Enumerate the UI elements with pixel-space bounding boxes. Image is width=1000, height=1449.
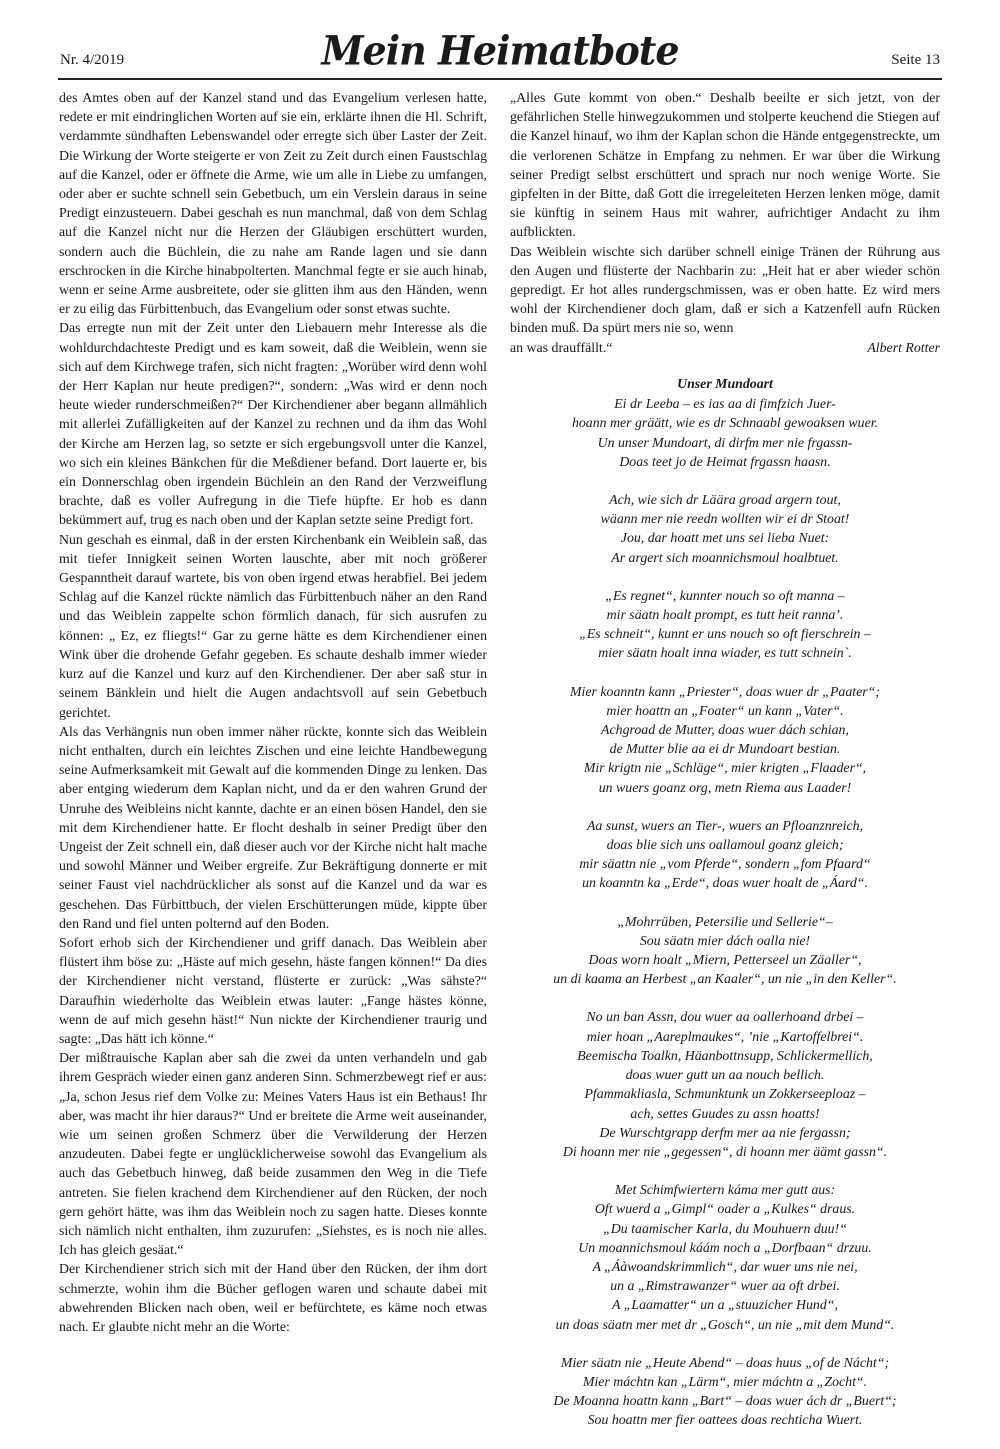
paragraph: des Amtes oben auf der Kanzel stand und das Evangelium verlesen hatte, redete er mit eindringlichen Worten auf sie ein, erklärte ihnen die Hl. Schrift, verdammte sündhaften Lebenswandel oder erregte sich über Laster der Zeit. Die Wirkung der Worte steigerte er von Zeit zu Zeit durch einen Faustschlag auf die Kanzel, oder er öffnete die Arme, wie um alle in Liebe zu umfangen, oder aber er suchte schnell sein Gebetbuch, um ein Verslein daraus in seine Predigt einzusteuern. Dabei geschah es nun manchmal, daß von dem Schlag auf die Kanzel nicht nur die Herzen der Gläubigen erschüttert wurden, sondern auch die Büchlein, die zu nahe am Rande lagen und sie dann erschrocken in die Kirche hinabpolterten. Manchmal fegte er sie auch hinab, wenn er seine Arme ausbreitete, oder sie glitten ihm aus den Händen, wenn er zu eilig das Fürbittenbuch, das Evangelium oder sonst etwas suchte. bbox=[59, 90, 487, 317]
poem-line: Un unser Mundoart, di dirfm mer nie frgassn- bbox=[597, 434, 853, 450]
masthead-logo: Mein Heimatbote bbox=[321, 26, 679, 75]
paragraph: Als das Verhängnis nun oben immer näher rückte, konnte sich das Weiblein nicht enthalten, durch ein leichtes Zischen und eine leichte Handbewegung seine Aufmerksamkeit mit Gewalt auf die kommenden Dinge zu lenken. Das aber entging wiederum dem Kaplan nicht, und da er den wahren Grund der Unruhe des Weibleins nicht kannte, dachte er an einen bösen Handel, den sie mit dem Kirchendiener hatte. Er flocht deshalb in seiner Predigt über den Ungeist der Zeit schnell ein, daß dieser auch vor der Kirche nicht halt mache und sowohl Männer und Weiber ergreife. Zur Bekräftigung donnerte er mit seiner Faust viel nachdrücklicher als sonst auf die Kanzel und da war es geschehen. Das Fürbittbuch, der vielen Erschütterungen müde, kippte über den Rand und fiel unten polternd auf den Boden. bbox=[59, 723, 487, 931]
poem-line: Ach, wie sich dr Läära groad argern tout, bbox=[609, 492, 841, 508]
paragraph: Sofort erhob sich der Kirchendiener und griff danach. Das Weiblein aber flüstert ihm böse zu: „Häste auf mich gesehn, häste fangen können!“ Da dies der Kirchendiener nicht verstand, flüsterte er zurück: „Was sähste?“ Daraufhin wiederholte das Weiblein etwas lauter: „Fange hästes könne, wenn de auf mich gesehn häst!“ Nun nickte der Kirchendiener traurig und sagte: „Das hätt ich könne.“ bbox=[59, 934, 487, 1046]
poem-line: De Moanna hoattn kann „Bart“ – doas wuer ách dr „Buert“; bbox=[553, 1393, 897, 1409]
poem-line: mier säatn hoalt inna wiader, es tutt schnein`. bbox=[598, 645, 852, 661]
poem-stanza bbox=[510, 1353, 940, 1430]
poem-line: Doas teet jo de Heimat frgassn haasn. bbox=[619, 453, 831, 469]
poem-line: wäann mer nie reedn wollten wir ei dr Stoat! bbox=[600, 511, 850, 527]
poem-line: mier hoan „Aareplmaukes“, ’nie „Kartoffelbrei“. bbox=[586, 1028, 864, 1044]
poem-line: Pfammakliasla, Schmunktunk un Zokkerseeploaz – bbox=[584, 1086, 866, 1102]
poem-line: doas wuer gutt un aa nouch bellich. bbox=[625, 1067, 825, 1083]
paragraph: Der mißtrauische Kaplan aber sah die zwei da unten verhandeln und gab ihrem Gespräch wieder einen ganz anderen Sinn. Schmerzbewegt rief er aus: „Ja, schon Jesus rief dem Volke zu: Meines Vaters Haus ist ein Bethaus! Ihr aber, was macht ihr hier daraus?“ Und er breitete die Arme weit auseinander, wie um seinen großen Schmerz über die Verwilderung der Herzen anzudeuten. Dabei fegte er unglücklicherweise sowohl das Evangelium als auch das Gebetbuch hinweg, daß beide zusammen den Weg in die Tiefe antreten. Sie fielen krachend dem Kirchendiener auf den Rücken, der noch gern gehört hätte, was ihm das Weiblein noch zu sagen hatte. Dieses konnte sich nämlich nicht enthalten, ihm zuzurufen: „Siehstes, es is noch nie alles. Ich has gleich gesäat.“ bbox=[59, 1050, 487, 1258]
poem-stanza bbox=[510, 682, 940, 797]
paragraph: Das erregte nun mit der Zeit unter den Liebauern mehr Interesse als die wohldurchdachteste Predigt und es kam soweit, daß die Weiblein, wenn sie sich auf dem Kirchwege trafen, sich nicht fragten: „Worüber wird denn wohl der Herr Kaplan nur heute predigen?“, sondern: „Was wird er denn noch heute wieder runderschmeißen?“ Der Kirchendiener aber begann allmählich mit allerlei Zufälligkeiten auf der Kanzel zu rechnen und da ihm das Wohl der Kirche am Herzen lag, so setzte er sich ergebungsvoll unter die Kanzel, wo sich ein kleines Bänkchen für die Meßdiener befand. Dort lauerte er, bis ein Donnerschlag oben irgendein Büchlein an den Rand der Verzweiflung brachte, daß es voller Aufregung in die Tiefe hüpfte. Er hob es dann bekümmert auf, trug es nach oben und der Kaplan setzte seine Predigt fort. bbox=[59, 320, 487, 528]
poem-line: Met Schimfwiertern káma mer gutt aus: bbox=[614, 1182, 836, 1198]
poem-line: hoann mer gräätt, wie es dr Schnaabl gewoaksen wuer. bbox=[571, 415, 879, 431]
poem-line: Beemischa Toalkn, Häanbottnsupp, Schlickermellich, bbox=[577, 1047, 873, 1063]
left-column bbox=[59, 88, 487, 1336]
poem-stanza bbox=[510, 586, 940, 663]
poem-line: Mier koanntn kann „Priester“, doas wuer dr „Paater“; bbox=[570, 683, 880, 699]
paragraph: Nun geschah es einmal, daß in der ersten Kirchenbank ein Weiblein saß, das mit tiefer Innigkeit seinen Worten lauschte, aber mit noch größerer Gespanntheit darauf wartete, bis von oben irgend etwas herabfiel. Bei jedem Schlag auf die Kanzel rückte nämlich das Fürbittenbuch näher an den Rand und das Weiblein zappelte schon förmlich danach, für sich ausrufen zu können: „ Ez, ez fliegts!“ Gar zu gerne hätte es dem Kirchendiener einen Wink über die drohende Gefahr gegeben. Es schaute deshalb immer wieder kurz auf die Kanzel und kurz auf den Kirchendiener. Der aber saß stur in seinem Bänklein und hielt die Augen andachtsvoll auf sein Gebetbuch gerichtet. bbox=[59, 531, 487, 720]
poem-line: Mir krigtn nie „Schläge“, mier krigten „Flaader“, bbox=[583, 760, 867, 776]
paragraph: „Alles Gute kommt von oben.“ Deshalb beeilte er sich jetzt, von der gefährlichen Stelle hinwegzukommen und stolperte keuchend die Stiegen auf die Kanzel hinauf, wo ihm der Kaplan schon die Hände entgegenstreckte, um die verlorenen Schätze in Empfang zu nehmen. Er war über die Wirkung seiner Predigt selbst erschüttert und sprach nur noch wenige Worte. Sie gipfelten in der Bitte, daß Gott die irregeleiteten Herzen lenken möge, damit sie künftig in seinem Haus mit wahrer, aufrichtiger Andacht zu ihm aufblickten. bbox=[510, 90, 940, 240]
poem-line: „Mohrrüben, Petersilie und Sellerie“– bbox=[617, 913, 833, 929]
poem-line: „Es regnet“, kunnter nouch so oft manna – bbox=[605, 587, 845, 603]
right-column bbox=[510, 88, 940, 357]
poem-line: Achgroad de Mutter, doas wuer dách schian, bbox=[601, 722, 849, 738]
paragraph: Der Kirchendiener strich sich mit der Hand über den Rücken, der ihm dort schmerzte, wohin ihm die Bücher geflogen waren und schaute dabei mit abwehrenden Blicken nach oben, weil er befürchtete, es käme noch etwas nach. Er glaubte nicht mehr an die Worte: bbox=[59, 1261, 487, 1334]
poem-stanza bbox=[510, 490, 940, 567]
poem-line: de Mutter blie aa ei dr Mundoart bestian. bbox=[609, 741, 841, 757]
poem-line: A „Áàwoandskrimmlich“, dar wuer uns nie nei, bbox=[592, 1258, 858, 1274]
poem-line: Ei dr Leeba – es ias aa di fimfzich Juer- bbox=[614, 396, 836, 412]
poem-line: un doas säatn mer met dr „Gosch“, un nie „mit dem Mund“. bbox=[555, 1316, 895, 1332]
poem bbox=[510, 374, 940, 1449]
poem-line: Jou, dar hoatt met uns sei lieba Nuet: bbox=[620, 530, 830, 546]
paragraph: Das Weiblein wischte sich darüber schnell einige Tränen der Rührung aus den Augen und flüsterte der Nachbarin zu: „Heit hat er aber wieder schön gepredigt. Er hot alles rundergschmissen, was er oben hatte. Ez wird mers wohl der Kirchendiener doch glam, daß er sich a Katzenfell aufn Rücken binden muß. Da spürt mers nie so, wenn bbox=[510, 243, 940, 336]
poem-stanzas bbox=[510, 394, 940, 1429]
poem-line: doas blie sich uns oallamoul goanz gleich; bbox=[606, 837, 844, 853]
poem-stanza bbox=[510, 912, 940, 989]
poem-line: Aa sunst, wuers an Tier-, wuers an Pfloanznreich, bbox=[586, 817, 864, 833]
poem-line: Sou säatn mier dách oalla nie! bbox=[639, 932, 811, 948]
paragraph-end: an was drauffällt.“ bbox=[510, 339, 613, 355]
poem-line: mier hoattn an „Foater“ un kann „Vater“. bbox=[606, 702, 844, 718]
poem-line: Oft wuerd a „Gimpl“ oader a „Kulkes“ draus. bbox=[594, 1201, 856, 1217]
poem-line: De Wurschtgrapp derfm mer aa nie fergassn; bbox=[599, 1124, 851, 1140]
poem-line: A „Laamatter“ un a „stuuzicher Hund“, bbox=[612, 1297, 838, 1313]
poem-line: Un moannichsmoul káám noch a „Dorfbaan“ drzuu. bbox=[578, 1239, 872, 1255]
poem-line: ach, settes Guudes zu assn hoatts! bbox=[630, 1105, 820, 1121]
issue-number: Nr. 4/2019 bbox=[60, 52, 125, 68]
poem-line: Ar argert sich moannichsmoul hoalbtuet. bbox=[611, 549, 839, 565]
poem-stanza bbox=[510, 816, 940, 893]
poem-line: Di hoann mer nie „gegessen“, di hoann mer äämt gassn“. bbox=[562, 1143, 888, 1159]
poem-stanza bbox=[510, 394, 940, 471]
poem-line: „Es schneit“, kunnt er uns nouch so oft fierschrein – bbox=[579, 626, 871, 642]
poem-stanza bbox=[510, 1180, 940, 1334]
poem-line: un koanntn ka „Erde“, doas wuer hoalt de „Áard“. bbox=[582, 875, 868, 891]
poem-line: Mier máchtn kan „Lärm“, mier máchtn a „Zocht“. bbox=[582, 1373, 868, 1389]
poem-title: Unser Mundoart bbox=[677, 376, 773, 391]
page-number: Seite 13 bbox=[891, 52, 940, 68]
poem-line: un wuers goanz org, metn Riema aus Laader! bbox=[598, 779, 852, 795]
poem-line: Mier säatn nie „Heute Abend“ – doas huus „of de Nácht“; bbox=[560, 1354, 890, 1370]
poem-line: mir säattn nie „vom Pferde“, sondern „fom Pfaard“ bbox=[579, 856, 871, 872]
poem-line: No un ban Assn, dou wuer aa oallerhoand drbei – bbox=[586, 1009, 864, 1025]
header-rule bbox=[58, 78, 942, 80]
poem-line: Doas worn hoalt „Miern, Petterseel un Zäaller“, bbox=[588, 952, 862, 968]
poem-line: „Du taamischer Karla, du Mouhuern duu!“ bbox=[603, 1220, 847, 1236]
poem-line: mir säatn hoalt prompt, es tutt heit ranna’. bbox=[606, 607, 844, 623]
poem-line: un a „Rimstrawanzer“ wuer aa oft drbei. bbox=[610, 1278, 840, 1294]
poem-line: un di kaama an Herbest „an Kaaler“, un nie „in den Keller“. bbox=[553, 971, 897, 987]
poem-stanza bbox=[510, 1007, 940, 1161]
author-name: Albert Rotter bbox=[867, 339, 940, 355]
poem-line: Sou hoattn mer fier oattees doas rechticha Wuert. bbox=[587, 1412, 863, 1428]
signature-line bbox=[510, 338, 940, 357]
